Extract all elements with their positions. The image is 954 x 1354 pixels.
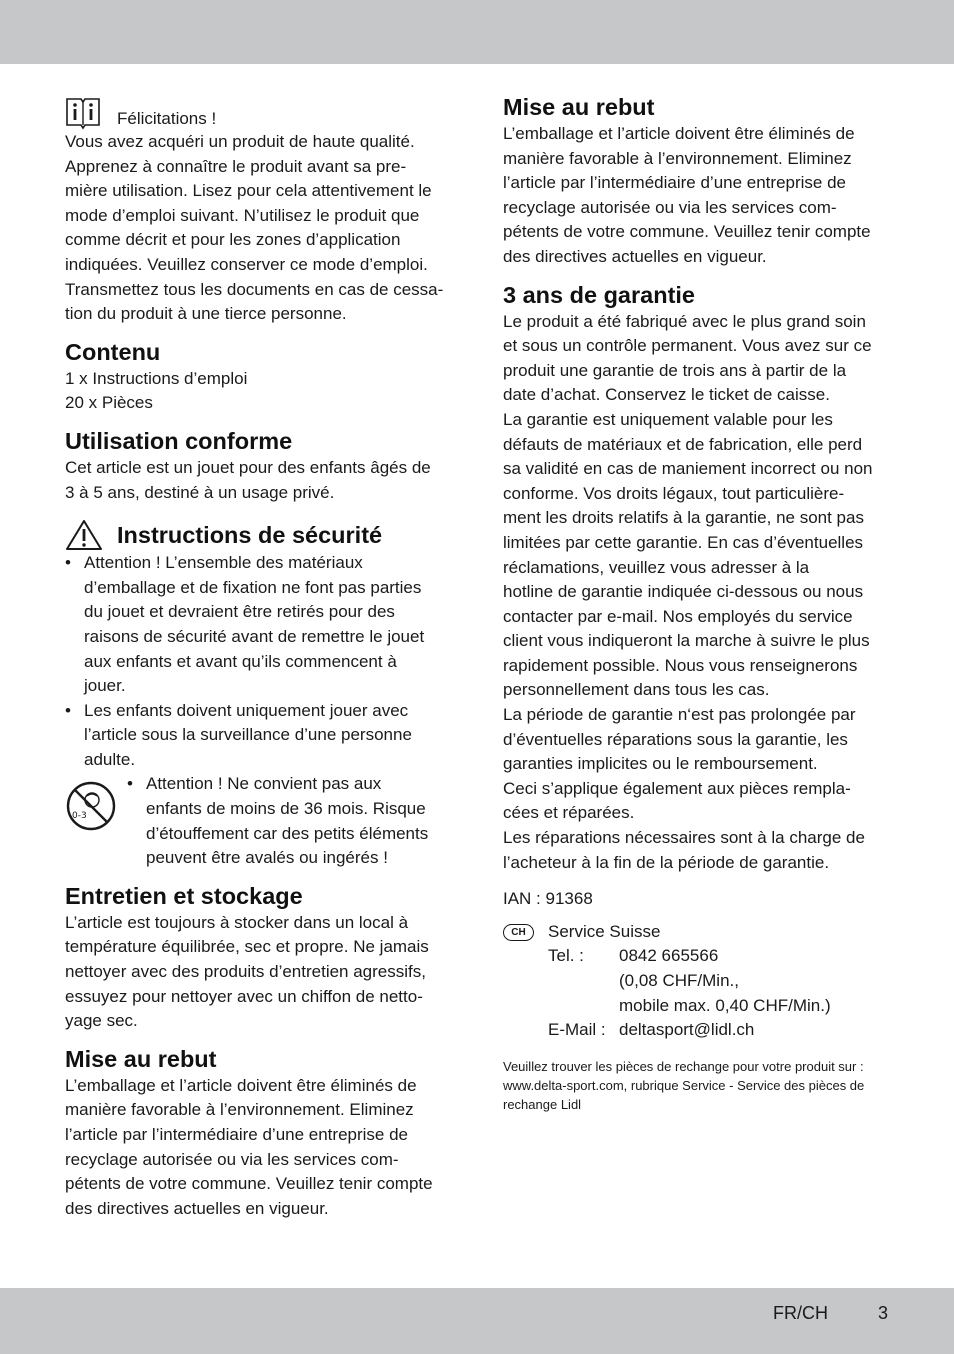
service-email-row [503, 1018, 891, 1043]
text-line: conforme. Vos droits légaux, tout particulière- [503, 483, 845, 503]
text-line: sa validité en cas de maniement incorrect ou non [503, 459, 873, 479]
safety-header [65, 519, 453, 551]
spare-parts-note [503, 1057, 891, 1114]
text-line: du jouet et devraient être retirés pour des [84, 602, 395, 622]
text-line: température équilibrée, sec et propre. Ne jamais [65, 937, 429, 957]
section-utilisation [65, 426, 453, 505]
text-line: ment les droits relatifs à la garantie, ne sont pas [503, 508, 864, 528]
text-line: pétents de votre commune. Veuillez tenir compte [503, 222, 871, 242]
text-line: et sous un contrôle permanent. Vous avez sur ce [503, 336, 872, 356]
section-entretien [65, 881, 453, 1034]
text-line: nettoyer avec des produits d’entretien agressifs, [65, 962, 426, 982]
text-line: www.delta-sport.com, rubrique Service - Service des pièces de [503, 1077, 865, 1093]
service-tel-row [503, 944, 891, 969]
text-line: L’emballage et l’article doivent être éliminés de [503, 124, 855, 143]
text-line: recyclage autorisée ou via les services com- [503, 197, 837, 217]
section-title: Mise au rebut [65, 1045, 217, 1072]
email-value[interactable]: deltasport@lidl.ch [619, 1020, 755, 1040]
text-line: mode d’emploi suivant. N’utilisez le produit que [65, 205, 420, 225]
tel-value: 0842 665566 [619, 946, 719, 966]
text-line: Ceci s’applique également aux pièces rempla- [503, 778, 851, 798]
safety-list [65, 551, 453, 772]
text-line: manière favorable à l’environnement. Eliminez [503, 148, 852, 168]
text-line: personnellement dans tous les cas. [503, 680, 770, 700]
text-line: Veuillez trouver les pièces de rechange pour votre produit sur : [503, 1058, 864, 1074]
age-warning-row [65, 772, 453, 870]
list-item [65, 551, 453, 699]
text-line: • Attention ! Ne convient pas aux [146, 774, 382, 794]
greeting: Félicitations ! [117, 109, 217, 128]
text-line: La garantie est uniquement valable pour les [503, 409, 833, 429]
text-line: l’article par l’intermédiaire d’une entreprise de [503, 173, 847, 193]
section-title: 3 ans de garantie [503, 281, 695, 308]
right-column [503, 92, 891, 1114]
text-line: réclamations, veuillez vous adresser à la [503, 557, 810, 577]
text-line: pétents de votre commune. Veuillez tenir compte [65, 1174, 433, 1194]
text-line: peuvent être avalés ou ingérés ! [146, 848, 388, 868]
service-name: Service Suisse [548, 921, 661, 941]
text-line: mière utilisation. Lisez pour cela attentivement le [65, 181, 432, 201]
section-contenu [65, 337, 453, 416]
text-line: d’étouffement car des petits éléments [146, 823, 429, 843]
text-line: cées et réparées. [503, 803, 635, 823]
text-line: produit une garantie de trois ans à partir de la [503, 360, 847, 380]
text-line: l’article par l’intermédiaire d’une entreprise de [65, 1125, 409, 1144]
text-line: La période de garantie n‘est pas prolongée par [503, 705, 856, 725]
text-line: • Les enfants doivent uniquement jouer avec [84, 700, 409, 720]
text-line: limitées par cette garantie. En cas d’éventuelles [503, 532, 864, 552]
text-line: L’article est toujours à stocker dans un local à [65, 912, 409, 932]
tel-note: (0,08 CHF/Min., [619, 971, 739, 990]
text-line: jouer. [84, 676, 126, 696]
text-line: tion du produit à une tierce personne. [65, 304, 347, 324]
text-line: d’éventuelles réparations sous la garantie, les [503, 729, 848, 749]
text-line: l’acheteur à la fin de la période de garantie. [503, 852, 830, 872]
warning-triangle-icon [65, 519, 103, 551]
section-title: Mise au rebut [503, 94, 655, 120]
text-line: L’emballage et l’article doivent être éliminés de [65, 1075, 417, 1095]
text-line: Le produit a été fabriqué avec le plus grand soin [503, 311, 866, 331]
section-garantie [503, 280, 891, 912]
text-line: essuyez pour nettoyer avec un chiffon de netto- [65, 986, 423, 1006]
section-securite [65, 519, 453, 871]
text-line: rapidement possible. Nous vous renseignerons [503, 655, 858, 675]
text-line: recyclage autorisée ou via les services com- [65, 1149, 399, 1169]
left-column [65, 92, 453, 1221]
email-label: E-Mail : [548, 1020, 606, 1040]
country-badge: CH [503, 924, 534, 941]
section-title: Instructions de sécurité [117, 522, 383, 549]
text-line: Vous avez acquéri un produit de haute qualité. [65, 132, 415, 151]
list-item [127, 772, 428, 870]
text-line: Les réparations nécessaires sont à la charge de [503, 828, 865, 848]
text-line: manière favorable à l’environnement. Eliminez [65, 1100, 414, 1120]
text-line: aux enfants et avant qu’ils commencent à [84, 651, 397, 671]
age-icon-label: 0-3 [72, 811, 87, 822]
text-line: date d’achat. Conservez le ticket de caisse. [503, 385, 830, 405]
section-title: Entretien et stockage [65, 882, 303, 909]
text-line: raisons de sécurité avant de remettre le jouet [84, 626, 425, 646]
footer-language: FR/CH [773, 1303, 828, 1323]
tel-label: Tel. : [548, 946, 584, 966]
text-line: 20 x Pièces [65, 393, 153, 413]
service-name-row [503, 920, 891, 945]
intro-text [65, 130, 453, 327]
text-line: l’article sous la surveillance d’une personne [84, 725, 412, 745]
section-rebut-left [65, 1044, 453, 1222]
text-line: client vous indiqueront la marche à suivre le plus [503, 631, 870, 651]
page-number: 3 [878, 1303, 889, 1323]
text-line: des directives actuelles en vigueur. [503, 246, 767, 266]
text-line: indiquées. Veuillez conserver ce mode d’emploi. [65, 254, 428, 274]
text-line: des directives actuelles en vigueur. [65, 1198, 329, 1218]
not-for-under-3-icon [65, 780, 117, 832]
section-title: Utilisation conforme [65, 427, 293, 454]
text-line: • Attention ! L’ensemble des matériaux [84, 553, 363, 573]
text-line: yage sec. [65, 1011, 138, 1031]
list-item [65, 699, 453, 773]
top-band [0, 0, 954, 64]
text-line: comme décrit et pour les zones d’application [65, 230, 401, 250]
service-block [503, 920, 891, 1043]
text-line: Transmettez tous les documents en cas de cessa- [65, 279, 444, 299]
book-info-icon [65, 96, 101, 130]
intro-header [65, 92, 453, 130]
text-line: 1 x Instructions d’emploi [65, 368, 248, 388]
text-line: d’emballage et de fixation ne font pas parties [84, 577, 422, 597]
text-line: contacter par e-mail. Nos employés du service [503, 606, 853, 626]
text-line: rechange Lidl [503, 1096, 582, 1112]
section-title: Contenu [65, 338, 161, 365]
text-line: Apprenez à connaître le produit avant sa pre- [65, 156, 407, 176]
text-line: garanties implicites ou le remboursement. [503, 754, 818, 774]
text-line: adulte. [84, 749, 136, 769]
tel-note: mobile max. 0,40 CHF/Min.) [619, 995, 831, 1015]
section-rebut-right [503, 92, 891, 270]
ian-number: IAN : 91368 [503, 889, 593, 909]
text-line: défauts de matériaux et de fabrication, elle perd [503, 434, 863, 454]
text-line: hotline de garantie indiquée ci-dessous ou nous [503, 582, 864, 602]
text-line: Cet article est un jouet pour des enfants âgés de [65, 457, 431, 477]
text-line: 3 à 5 ans, destiné à un usage privé. [65, 482, 335, 502]
text-line: enfants de moins de 36 mois. Risque [146, 799, 426, 819]
